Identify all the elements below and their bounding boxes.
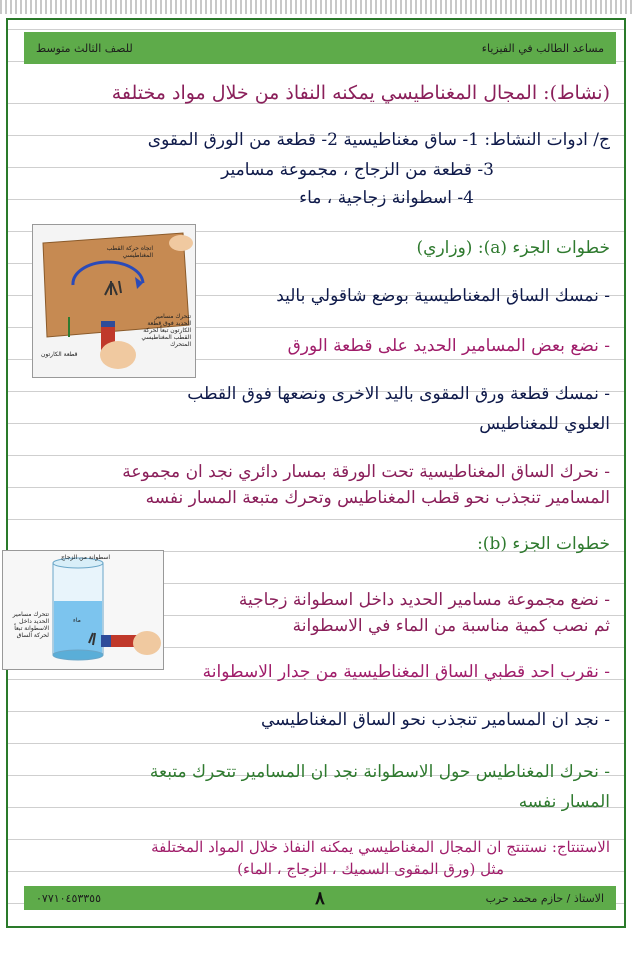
part-b-step-1-cont: ثم نصب كمية مناسبة من الماء في الاسطوانة	[292, 616, 610, 636]
part-a-step-1: - نمسك الساق المغناطيسية بوضع شاقولي باليد	[276, 286, 610, 306]
worksheet	[6, 18, 626, 928]
figure-b-top-label: اسطوانة من الزجاج	[61, 554, 111, 561]
book-title: مساعد الطالب في الفيزياء	[481, 41, 604, 55]
page-number: ٨	[315, 887, 325, 909]
activity-title: (نشاط): المجال المغناطيسي يمكنه النفاذ من خلال مواد مختلفة	[111, 82, 610, 104]
figure-b-water-label: ماء	[73, 617, 81, 624]
part-a-heading: خطوات الجزء (a): (وزاري)	[416, 238, 610, 258]
part-b-step-3: - نجد ان المسامير تنجذب نحو الساق المغناطيسي	[260, 710, 610, 730]
part-b-step-4-cont: المسار نفسه	[518, 792, 610, 812]
tools-line-1: ج/ ادوات النشاط: 1- ساق مغناطيسية 2- قطعة من الورق المقوى	[147, 130, 610, 150]
grade-label: للصف الثالث متوسط	[36, 41, 133, 55]
part-b-step-2: - نقرب احد قطبي الساق المغناطيسية من جدار الاسطوانة	[202, 662, 610, 682]
teacher-name: الاستاذ / حازم محمد حرب	[485, 891, 604, 905]
part-a-step-4: - نحرك الساق المغناطيسية تحت الورقة بمسار دائري نجد ان مجموعة	[122, 462, 610, 482]
header-bar	[24, 32, 616, 64]
figure-a-cardboard-experiment	[32, 224, 196, 378]
page-top-edge	[0, 0, 634, 14]
figure-b-side-label: تتحرك مسامير الحديد داخل الاسطوانة تبعاً لحركة الساق	[12, 611, 49, 639]
part-b-heading: خطوات الجزء (b):	[477, 534, 610, 554]
conclusion-line-1: الاستنتاج: نستنتج ان المجال المغناطيسي يمكنه النفاذ خلال المواد المختلفة	[151, 838, 610, 856]
part-a-step-2: - نضع بعض المسامير الحديد على قطعة الورق	[287, 336, 610, 356]
tools-line-3: 4- اسطوانة زجاجية ، ماء	[299, 188, 474, 208]
cylinder-magnet-illustration	[3, 551, 163, 669]
part-a-step-4-cont: المسامير تنجذب نحو قطب المغناطيس وتحرك متبعة المسار نفسه	[145, 488, 610, 508]
figure-b-cylinder-experiment	[2, 550, 164, 670]
tools-line-2: 3- قطعة من الزجاج ، مجموعة مسامير	[221, 160, 494, 180]
part-b-step-4: - نحرك المغناطيس حول الاسطوانة نجد ان المسامير تتحرك متبعة	[149, 762, 610, 782]
conclusion-line-2: مثل (ورق المقوى السميك ، الزجاج ، الماء)	[237, 860, 504, 878]
figure-a-top-label: اتجاه حركة القطب المغناطيسي	[106, 245, 153, 259]
part-b-step-1: - نضع مجموعة مسامير الحديد داخل اسطوانة زجاجية	[238, 590, 610, 610]
part-a-step-3-cont: العلوي للمغناطيس	[479, 414, 610, 434]
figure-a-side-label: تتحرك مسامير الحديد فوق قطعة الكارتون تبعاً لحركة القطب المغناطيسي المتحرك	[141, 313, 191, 348]
part-a-step-3: - نمسك قطعة ورق المقوى باليد الاخرى ونضعها فوق القطب	[187, 384, 610, 404]
footer-bar	[24, 886, 616, 910]
phone-number: ٠٧٧١٠٤٥٣٣٥٥	[36, 891, 101, 905]
figure-a-card-label: قطعة الكارتون	[41, 351, 78, 358]
